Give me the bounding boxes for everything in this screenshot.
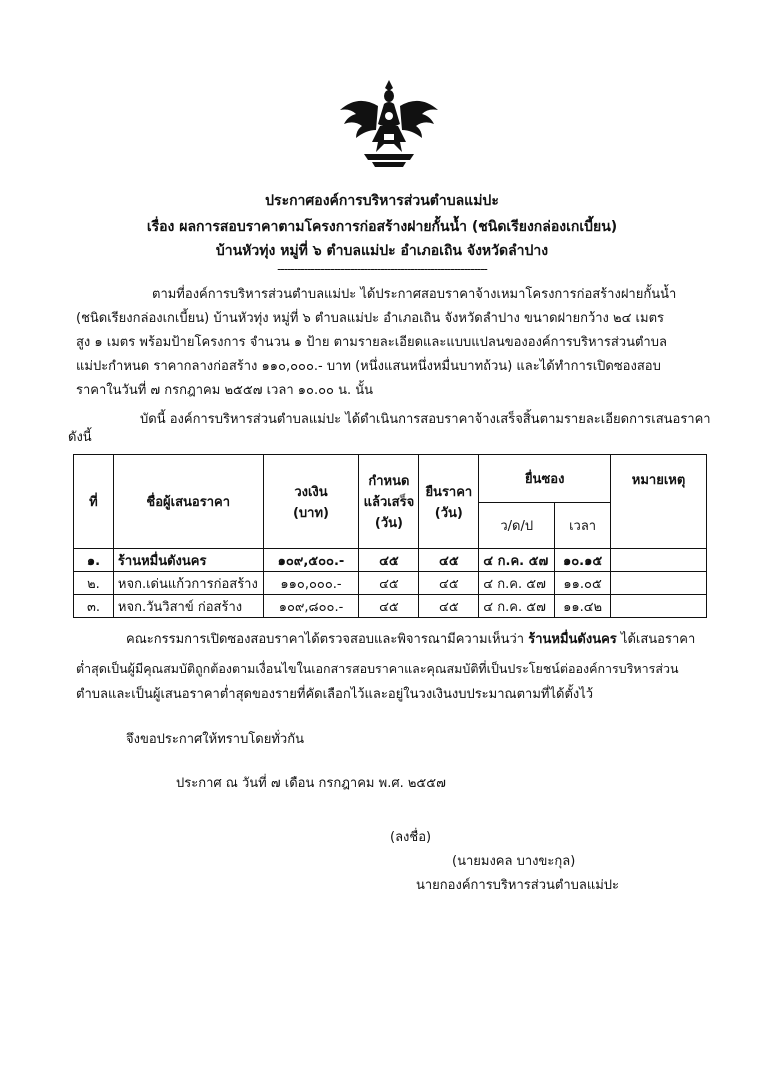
header-submit-date: ว/ด/ป [479, 503, 555, 549]
date-line: ประกาศ ณ วันที่ ๗ เดือน กรกฎาคม พ.ศ. ๒๕๕๗ [176, 776, 446, 791]
paragraph-line: (ชนิดเรียงกล่องเกเบี้ยน) บ้านหัวทุ่ง หมู่ที่ ๖ ตำบลแม่ปะ อำเภอเถิน จังหวัดลำปาง ขนาดฝายกว้าง ๒๔ เมตร [76, 311, 664, 326]
header-bidder: ชื่อผู้เสนอราคา [113, 455, 263, 549]
header-remark: หมายเหตุ [611, 455, 707, 549]
cell-valid: ๔๕ [419, 549, 479, 572]
cell-remark [611, 595, 707, 618]
cell-amount: ๑๐๙,๕๐๐.- [263, 549, 359, 572]
garuda-emblem-icon [334, 76, 444, 176]
paragraph-line: คณะกรรมการเปิดซองสอบราคาได้ตรวจสอบและพิจารณามีความเห็นว่า ร้านหมื่นดังนคร ได้เสนอราคา [126, 632, 696, 647]
cell-amount: ๑๐๙,๘๐๐.- [263, 595, 359, 618]
cell-no: ๑. [74, 549, 114, 572]
document-location: บ้านหัวทุ่ง หมู่ที่ ๖ ตำบลแม่ปะ อำเภอเถิน จังหวัดลำปาง [215, 243, 549, 259]
paragraph-line: ดังนี้ [68, 430, 92, 445]
document-title: ประกาศองค์การบริหารส่วนตำบลแม่ปะ [265, 193, 499, 209]
header-completion-days: กำหนด แล้วเสร็จ (วัน) [359, 455, 419, 549]
cell-bidder: ร้านหมื่นดังนคร [113, 549, 263, 572]
cell-due: ๔๕ [359, 549, 419, 572]
header-submission: ยื่นซอง [479, 455, 611, 503]
signatory-position: นายกองค์การบริหารส่วนตำบลแม่ปะ [416, 878, 620, 893]
cell-due: ๔๕ [359, 572, 419, 595]
announce-line: จึงขอประกาศให้ทราบโดยทั่วกัน [126, 732, 304, 747]
cell-date: ๔ ก.ค. ๕๗ [479, 549, 555, 572]
cell-time: ๑๑.๐๕ [555, 572, 611, 595]
paragraph-line: แม่ปะกำหนด ราคากลางก่อสร้าง ๑๑๐,๐๐๐.- บาท (หนึ่งแสนหนึ่งหมื่นบาทถ้วน) และได้ทำการเปิดซองสอบ [76, 359, 661, 374]
cell-valid: ๔๕ [419, 595, 479, 618]
paragraph-line: ตามที่องค์การบริหารส่วนตำบลแม่ปะ ได้ประกาศสอบราคาจ้างเหมาโครงการก่อสร้างฝายกั้นน้ำ [152, 287, 677, 302]
cell-date: ๔ ก.ค. ๕๗ [479, 572, 555, 595]
table-row [74, 549, 707, 572]
cell-bidder: หจก.เด่นแก้วการก่อสร้าง [113, 572, 263, 595]
signatory-name: (นายมงคล บางขะกุล) [452, 854, 576, 869]
header-amount: วงเงิน (บาท) [263, 455, 359, 549]
bid-results-table [73, 454, 707, 618]
cell-no: ๒. [74, 572, 114, 595]
signature-label: (ลงชื่อ) [390, 830, 432, 845]
cell-time: ๑๐.๑๕ [555, 549, 611, 572]
header-submit-time: เวลา [555, 503, 611, 549]
cell-no: ๓. [74, 595, 114, 618]
paragraph-line: ราคาในวันที่ ๗ กรกฎาคม ๒๕๕๗ เวลา ๑๐.๐๐ น. นั้น [76, 383, 374, 398]
cell-due: ๔๕ [359, 595, 419, 618]
cell-valid: ๔๕ [419, 572, 479, 595]
cell-amount: ๑๑๐,๐๐๐.- [263, 572, 359, 595]
winner-name: ร้านหมื่นดังนคร [528, 632, 617, 647]
table-row [74, 595, 707, 618]
header-price-validity: ยืนราคา (วัน) [419, 455, 479, 549]
paragraph-line: สูง ๑ เมตร พร้อมป้ายโครงการ จำนวน ๑ ป้าย ตามรายละเอียดและแบบแปลนขององค์การบริหารส่วนตำบล [76, 335, 667, 350]
table-row [74, 572, 707, 595]
cell-time: ๑๑.๔๒ [555, 595, 611, 618]
cell-date: ๔ ก.ค. ๕๗ [479, 595, 555, 618]
cell-remark [611, 572, 707, 595]
cell-remark [611, 549, 707, 572]
paragraph-line: บัดนี้ องค์การบริหารส่วนตำบลแม่ปะ ได้ดำเนินการสอบราคาจ้างเสร็จสิ้นตามรายละเอียดการเสนอราคา [140, 412, 711, 427]
document-subject: เรื่อง ผลการสอบราคาตามโครงการก่อสร้างฝายกั้นน้ำ (ชนิดเรียงกล่องเกเบี้ยน) [146, 219, 618, 235]
paragraph-line: ต่ำสุดเป็นผู้มีคุณสมบัติถูกต้องตามเงื่อนไขในเอกสารสอบราคาและคุณสมบัติที่เป็นประโยชน์ต่อองค์การบริหารส่วน [76, 661, 679, 676]
cell-bidder: หจก.วันวิสาข์ ก่อสร้าง [113, 595, 263, 618]
separator-line: --------------------------------------------------------------- [277, 262, 487, 276]
header-no: ที่ [74, 455, 114, 549]
paragraph-line: ตำบลและเป็นผู้เสนอราคาต่ำสุดของรายที่คัดเลือกไว้และอยู่ในวงเงินงบประมาณตามที่ได้ตั้งไว้ [76, 687, 594, 702]
